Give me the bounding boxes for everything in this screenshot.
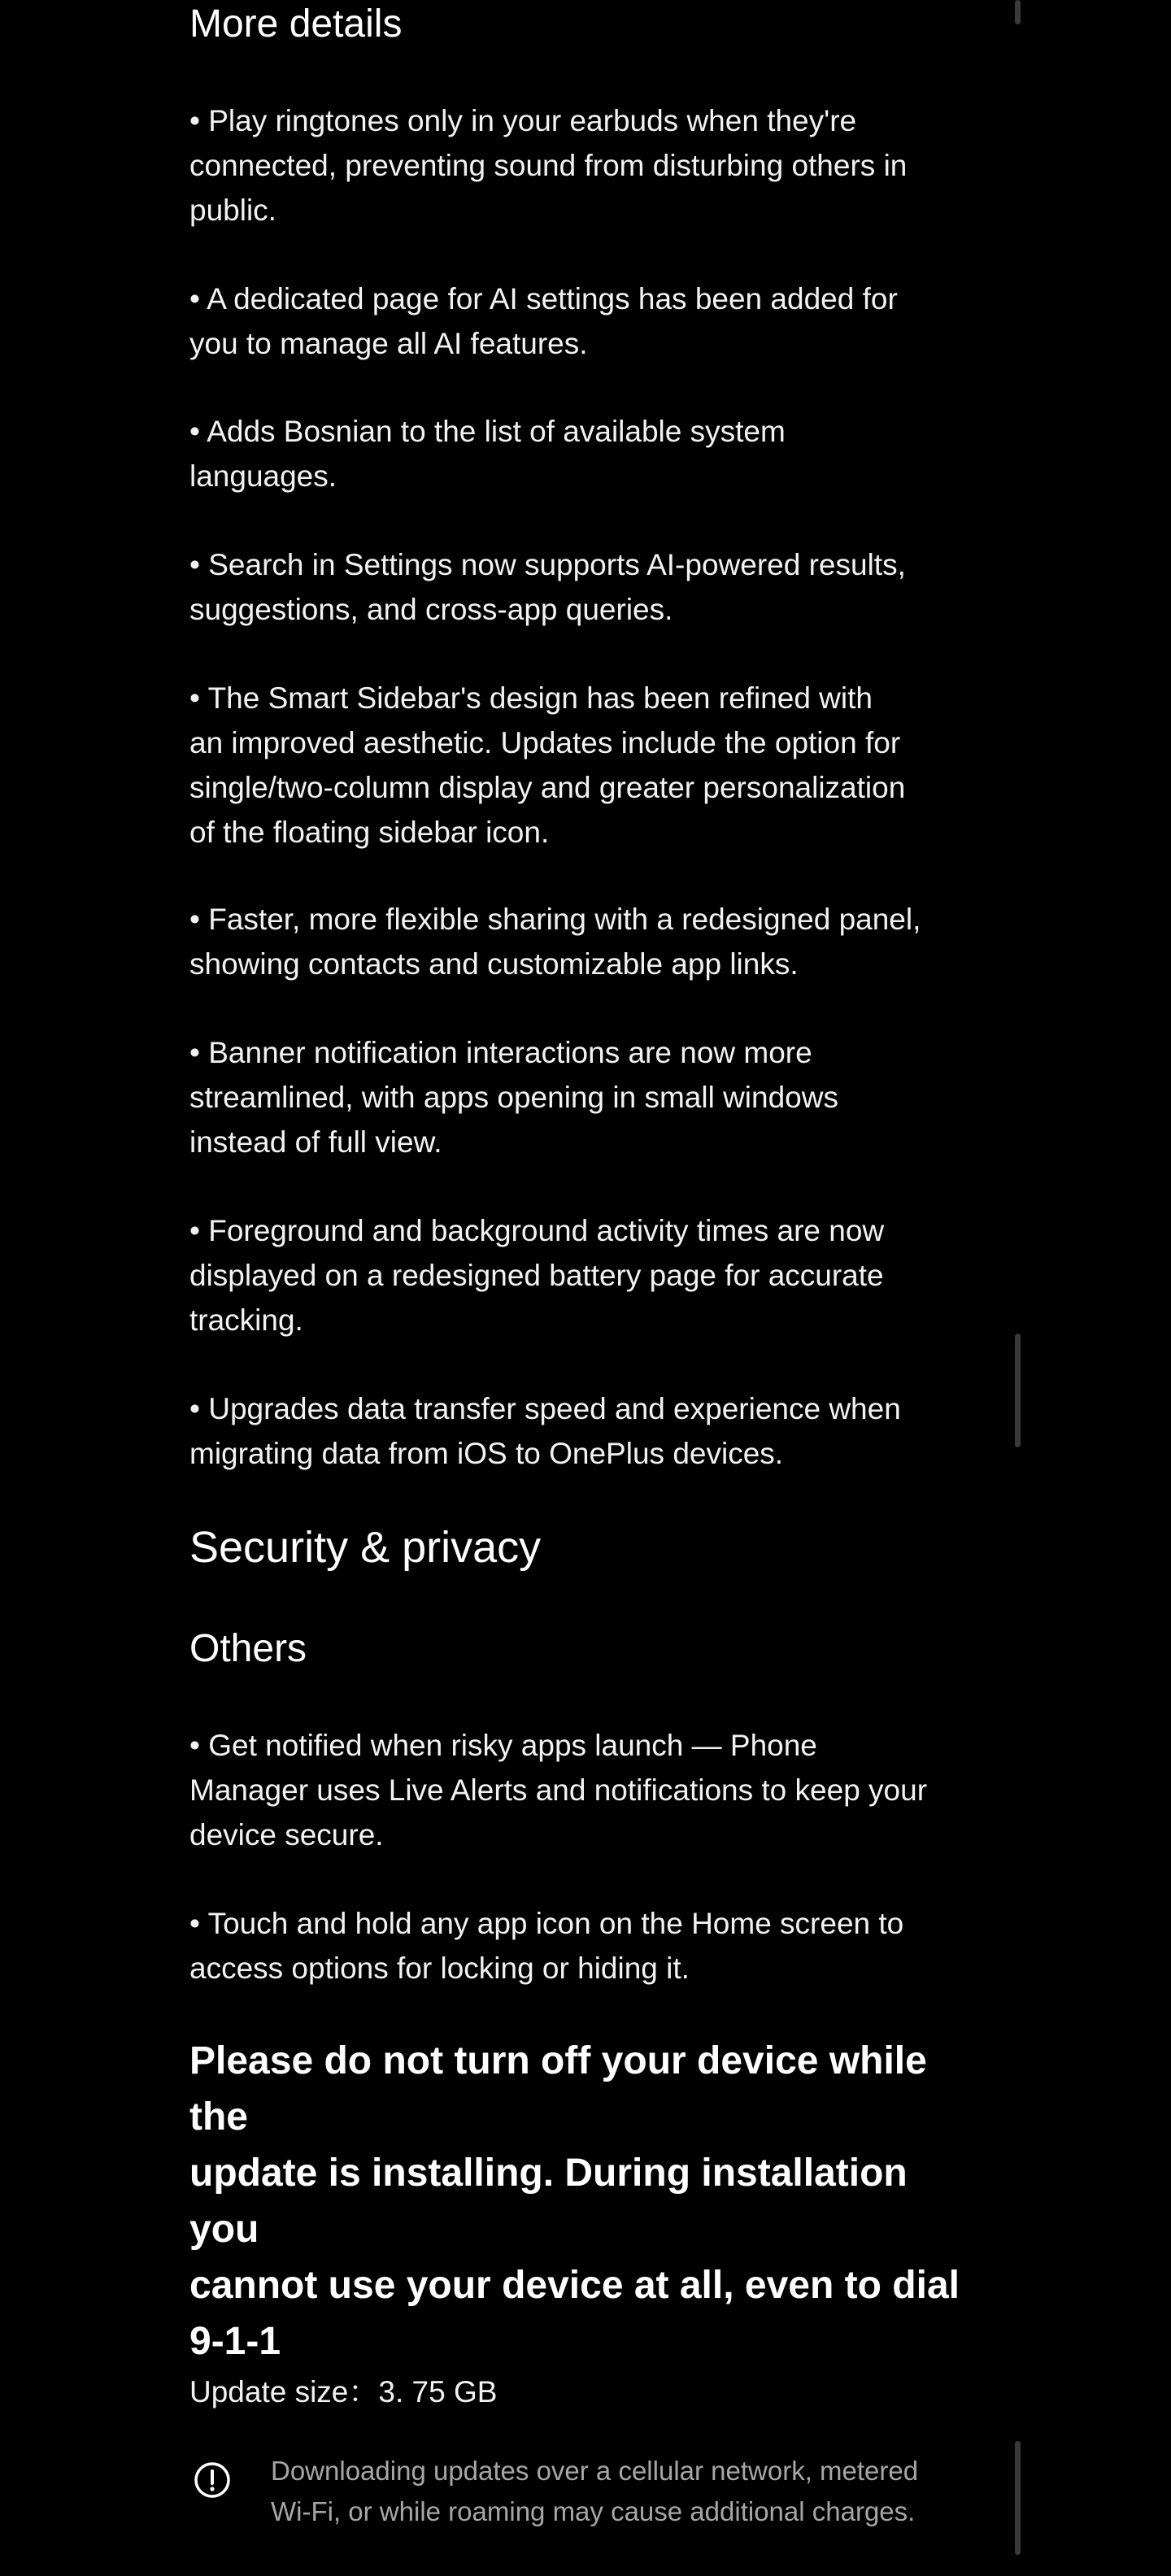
scrollbar-marker-bottom: [1015, 2441, 1021, 2555]
more-details-item-battery-page: • Foreground and background activity times are now displayed on a redesigned battery page for accurate tracking.: [189, 1214, 885, 1337]
install-warning-text: Please do not turn off your device while the update is installing. During installation you cannot use your device at all, even to dial 9-1-1: [189, 2039, 960, 2363]
more-details-item-ios-migration: • Upgrades data transfer speed and experience when migrating data from iOS to OnePlus devices.: [189, 1392, 901, 1470]
more-details-item-banner-notifications: • Banner notification interactions are now more streamlined, with apps opening in small windows instead of full view.: [189, 1036, 838, 1159]
others-heading: Others: [189, 1627, 307, 1670]
others-item-lock-hide-apps: • Touch and hold any app icon on the Home screen to access options for locking or hiding it.: [189, 1907, 904, 1985]
scrollbar-thumb[interactable]: [1015, 1334, 1021, 1447]
others-item-live-alerts: • Get notified when risky apps launch — Phone Manager uses Live Alerts and notifications to keep your device secure.: [189, 1729, 928, 1852]
more-details-item-ai-settings: • A dedicated page for AI settings has been added for you to manage all AI features.: [189, 282, 898, 360]
update-size-label: Update size：3. 75 GB: [189, 2375, 498, 2408]
security-privacy-heading: Security & privacy: [189, 1523, 542, 1572]
cellular-charges-notice: [189, 2451, 986, 2540]
info-icon: [193, 2461, 232, 2500]
scrollbar-marker-top: [1015, 0, 1021, 24]
more-details-item-sharing-panel: • Faster, more flexible sharing with a redesigned panel, showing contacts and customizable app links.: [189, 903, 921, 981]
more-details-item-smart-sidebar: • The Smart Sidebar's design has been refined with an improved aesthetic. Updates include the option for single/two-column display and greater personalization of the floating sidebar icon.: [189, 681, 906, 849]
more-details-heading: More details: [189, 2, 403, 46]
more-details-item-earbud-ringtones: • Play ringtones only in your earbuds when they're connected, preventing sound from disturbing others in public.: [189, 104, 908, 227]
more-details-item-settings-search: • Search in Settings now supports AI-powered results, suggestions, and cross-app queries.: [189, 548, 906, 626]
more-details-item-bosnian-language: • Adds Bosnian to the list of available system languages.: [189, 415, 786, 493]
cellular-charges-text: Downloading updates over a cellular network, metered Wi-Fi, or while roaming may cause additional charges.: [271, 2456, 919, 2526]
